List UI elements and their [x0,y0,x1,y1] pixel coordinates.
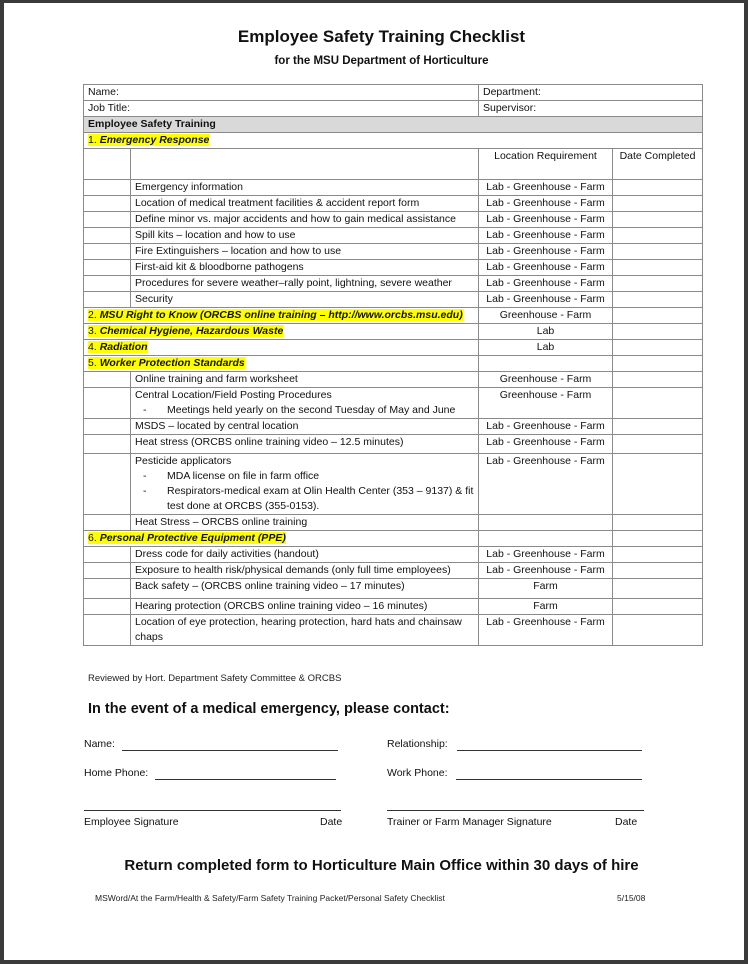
location-column-header: Location Requirement [479,149,613,180]
date-cell[interactable] [613,196,703,212]
work-phone-label: Work Phone: [387,767,448,779]
table-row: Location of medical treatment facilities & accident report form Lab - Greenhouse - Farm [84,196,703,212]
date-cell[interactable] [613,324,703,340]
checklist-table [83,84,703,646]
employee-signature-line[interactable] [84,810,341,811]
page-subtitle: for the MSU Department of Horticulture [274,55,489,67]
contact-name-field[interactable] [122,750,338,751]
date-cell[interactable] [613,372,703,388]
heading-row-5 [84,356,703,372]
heading-row-6 [84,531,703,547]
trainer-date-label: Date [615,816,638,828]
date-cell[interactable] [613,388,703,419]
document-page [4,3,744,960]
date-cell[interactable] [613,515,703,531]
table-row: Spill kits – location and how to use Lab - Greenhouse - Farm [84,228,703,244]
table-row: Back safety – (ORCBS online training video – 17 minutes) Farm [84,579,703,599]
date-cell[interactable] [613,292,703,308]
table-row: Security Lab - Greenhouse - Farm [84,292,703,308]
trainer-signature-label: Trainer or Farm Manager Signature [387,816,552,828]
date-cell[interactable] [613,419,703,435]
table-row: Central Location/Field Posting Procedures - Meetings held yearly on the second Tuesday of May and June Greenhouse - Farm [84,388,703,419]
table-row: Fire Extinguishers – location and how to use Lab - Greenhouse - Farm [84,244,703,260]
column-header-row [84,149,703,180]
date-cell[interactable] [613,454,703,515]
heading-2: 2. MSU Right to Know (ORCBS online training – http://www.orcbs.msu.edu) [88,309,463,321]
trainer-signature-line[interactable] [387,810,644,811]
table-row: Emergency information Lab - Greenhouse - Farm [84,180,703,196]
table-row: Location of eye protection, hearing protection, hard hats and chainsaw chaps Lab - Greenhouse - Farm [84,615,703,646]
footer-path: MSWord/At the Farm/Health & Safety/Farm Safety Training Packet/Personal Safety Checklist [95,893,445,903]
table-row: Heat Stress – ORCBS online training [84,515,703,531]
table-row: Procedures for severe weather–rally point, lightning, severe weather Lab - Greenhouse - Farm [84,276,703,292]
heading-4: 4. Radiation [88,341,148,353]
heading-5: 5. Worker Protection Standards [88,357,245,369]
emergency-heading: In the event of a medical emergency, please contact: [88,701,450,717]
table-row: Dress code for daily activities (handout) Lab - Greenhouse - Farm [84,547,703,563]
date-cell[interactable] [613,228,703,244]
job-title-field[interactable]: Job Title: [84,101,479,117]
home-phone-field[interactable] [155,779,336,780]
date-cell[interactable] [613,276,703,292]
date-cell[interactable] [613,212,703,228]
heading-1: 1. Emergency Response [88,134,210,146]
relationship-field[interactable] [457,750,642,751]
return-instruction: Return completed form to Horticulture Main Office within 30 days of hire [124,857,639,874]
footer-date: 5/15/08 [617,893,646,903]
date-cell[interactable] [613,308,703,324]
section-header-row [84,117,703,133]
date-cell[interactable] [613,340,703,356]
name-field[interactable]: Name: [84,85,479,101]
date-cell[interactable] [613,599,703,615]
info-row-1 [84,85,703,101]
date-cell[interactable] [613,579,703,599]
employee-signature-label: Employee Signature [84,816,179,828]
home-phone-label: Home Phone: [84,767,149,779]
table-row: Heat stress (ORCBS online training video – 12.5 minutes) Lab - Greenhouse - Farm [84,435,703,454]
table-row: Exposure to health risk/physical demands (only full time employees) Lab - Greenhouse - Farm [84,563,703,579]
table-row: Define minor vs. major accidents and how to gain medical assistance Lab - Greenhouse - Farm [84,212,703,228]
date-cell[interactable] [613,260,703,276]
table-row: Online training and farm worksheet Greenhouse - Farm [84,372,703,388]
table-row: MSDS – located by central location Lab - Greenhouse - Farm [84,419,703,435]
date-column-header: Date Completed [613,149,703,180]
date-cell[interactable] [613,547,703,563]
contact-name-label: Name: [84,738,115,750]
date-cell[interactable] [613,563,703,579]
employee-date-label: Date [320,816,343,828]
table-row: Pesticide applicators - MDA license on file in farm office - Respirators-medical exam at Olin Health Center (353 – 9137) & fit test done at ORCBS (355-0153). Lab - Greenhouse - Farm [84,454,703,515]
table-row: Hearing protection (ORCBS online training video – 16 minutes) Farm [84,599,703,615]
section-title: Employee Safety Training [84,117,703,133]
heading-row-4: 4. Radiation Lab [84,340,703,356]
heading-row-2: 2. MSU Right to Know (ORCBS online training – http://www.orcbs.msu.edu) Greenhouse - Farm [84,308,703,324]
info-row-2 [84,101,703,117]
heading-row-1 [84,133,703,149]
supervisor-field[interactable]: Supervisor: [479,101,703,117]
review-note: Reviewed by Hort. Department Safety Committee & ORCBS [88,673,342,684]
relationship-label: Relationship: [387,738,448,750]
department-field[interactable]: Department: [479,85,703,101]
page-title: Employee Safety Training Checklist [237,27,526,46]
date-cell[interactable] [613,435,703,454]
date-cell[interactable] [613,244,703,260]
heading-6: 6. Personal Protective Equipment (PPE) [88,532,286,544]
date-cell[interactable] [613,615,703,646]
table-row: First-aid kit & bloodborne pathogens Lab - Greenhouse - Farm [84,260,703,276]
heading-3: 3. Chemical Hygiene, Hazardous Waste [88,325,284,337]
work-phone-field[interactable] [456,779,642,780]
date-cell[interactable] [613,180,703,196]
heading-row-3: 3. Chemical Hygiene, Hazardous Waste Lab [84,324,703,340]
